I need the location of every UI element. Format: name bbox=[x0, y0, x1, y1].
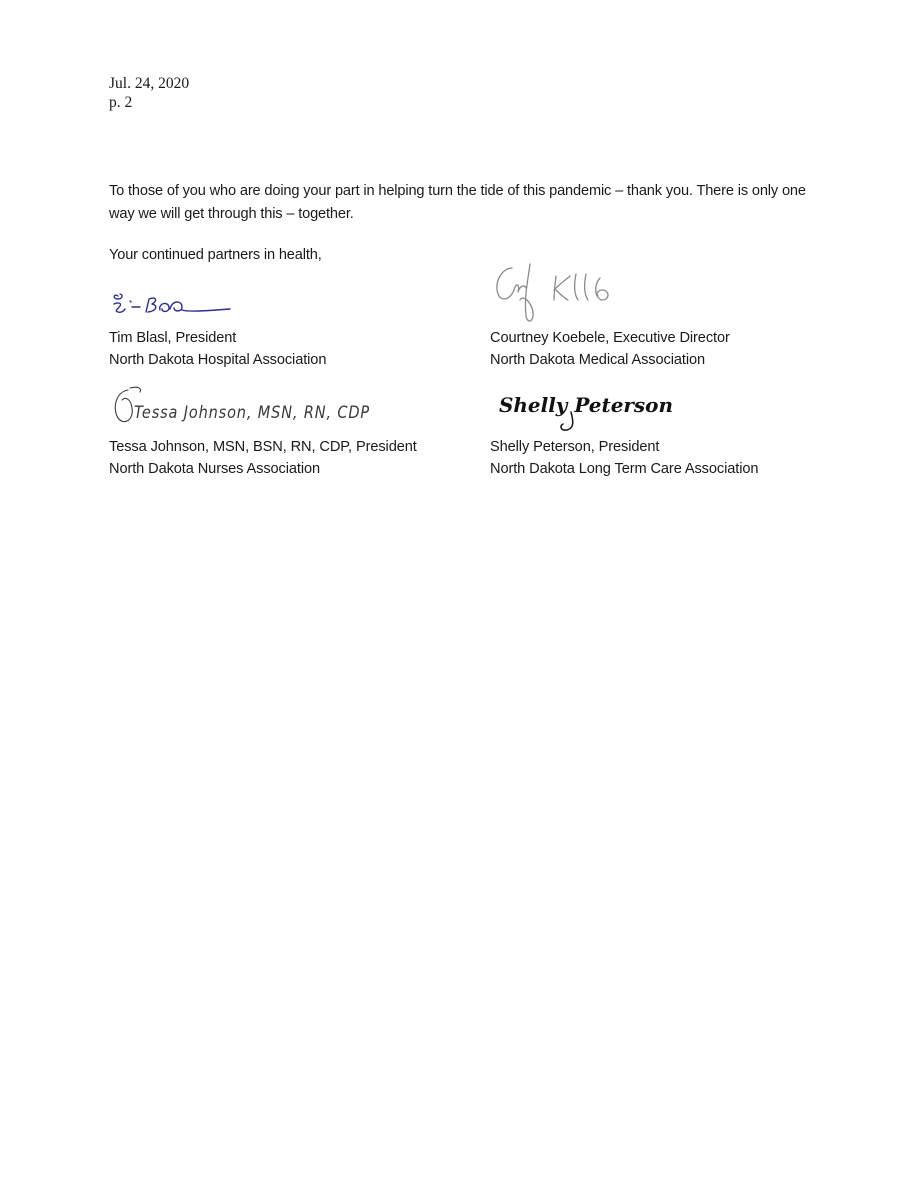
signature-courtney-koebele bbox=[492, 260, 627, 330]
signer-name: Tim Blasl, President bbox=[109, 330, 237, 346]
signer-name: Courtney Koebele, Executive Director bbox=[490, 330, 730, 346]
closing-paragraph: To those of you who are doing your part in helping turn the tide of this pandemic – thank you. There is only one way we will get through this – together. bbox=[109, 183, 806, 222]
handwritten-signature-icon bbox=[112, 384, 382, 432]
signer-organization: North Dakota Nurses Association bbox=[109, 461, 321, 477]
signature-shelly-peterson bbox=[497, 386, 677, 434]
signer-organization: North Dakota Medical Association bbox=[490, 352, 706, 368]
signer-block-courtney-koebele bbox=[490, 327, 730, 371]
signature-tim-blasl bbox=[112, 290, 242, 320]
page-number: p. 2 bbox=[109, 94, 133, 111]
handwritten-signature-icon bbox=[497, 386, 677, 434]
signer-block-tessa-johnson bbox=[109, 436, 417, 480]
letter-date: Jul. 24, 2020 bbox=[109, 75, 190, 92]
handwritten-signature-icon bbox=[112, 290, 242, 320]
signer-organization: North Dakota Hospital Association bbox=[109, 352, 327, 368]
signer-block-shelly-peterson bbox=[490, 436, 758, 480]
handwritten-signature-icon bbox=[492, 260, 627, 330]
letter-header bbox=[109, 74, 189, 112]
signer-block-tim-blasl bbox=[109, 327, 326, 371]
signer-name: Tessa Johnson, MSN, BSN, RN, CDP, President bbox=[109, 439, 417, 455]
valediction: Your continued partners in health, bbox=[109, 247, 322, 263]
signature-script-text: Tessa Johnson, MSN, RN, CDP bbox=[134, 403, 370, 423]
signature-script-text: Shelly Peterson bbox=[499, 393, 673, 417]
signature-tessa-johnson bbox=[112, 384, 382, 432]
signer-organization: North Dakota Long Term Care Association bbox=[490, 461, 759, 477]
signer-name: Shelly Peterson, President bbox=[490, 439, 660, 455]
